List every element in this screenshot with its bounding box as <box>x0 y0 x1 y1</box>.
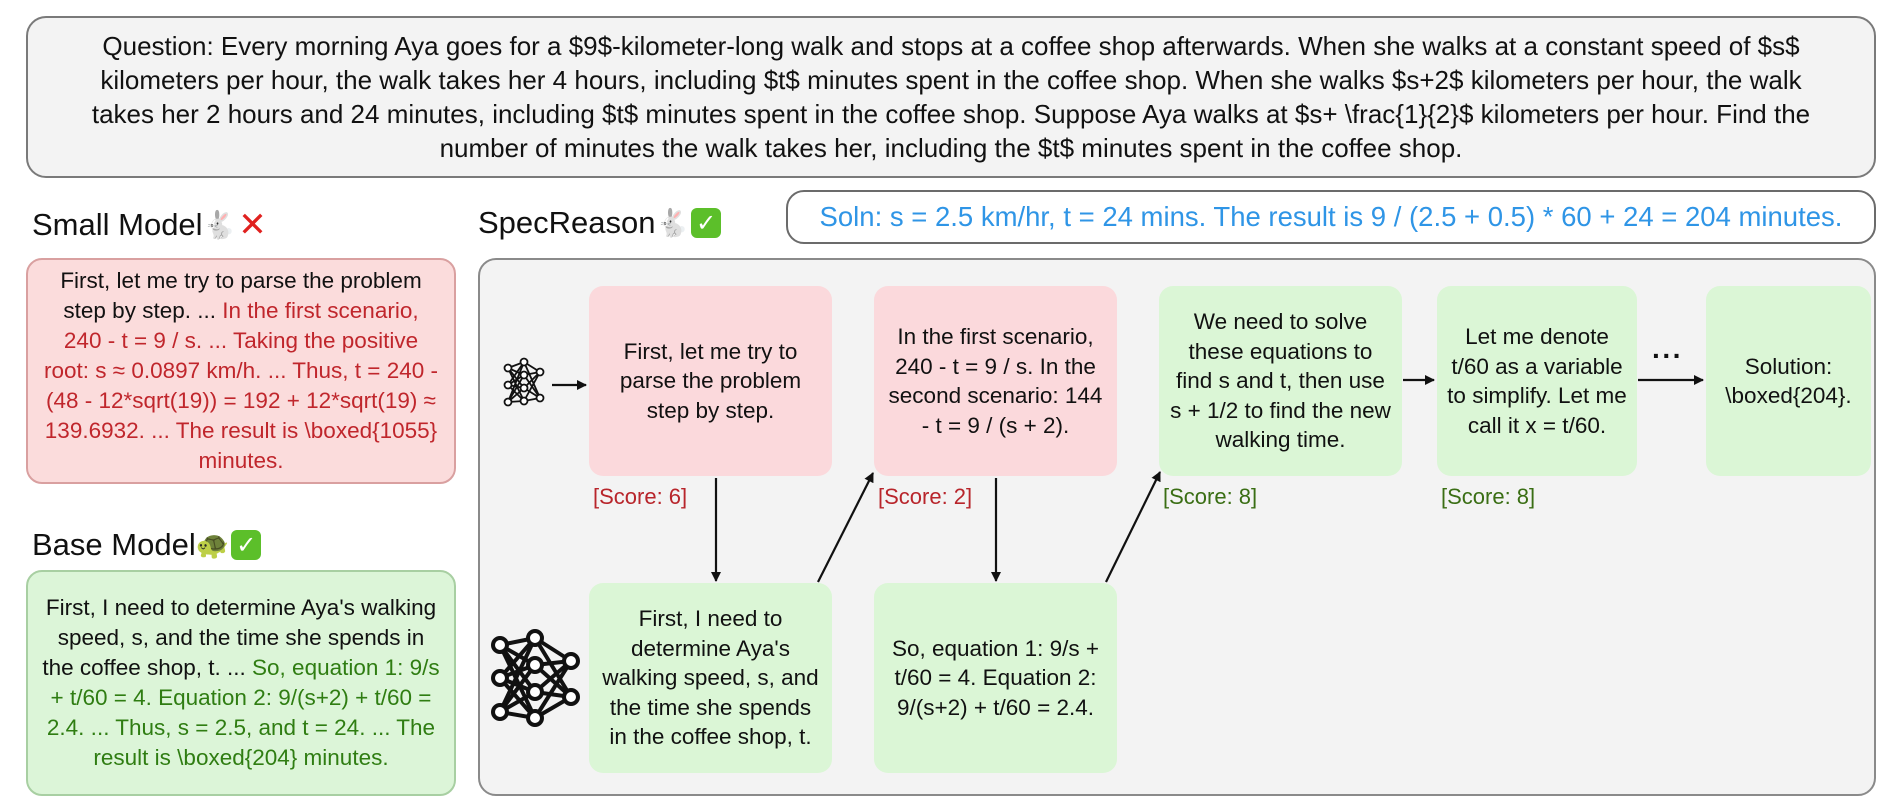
step-text: First, let me try to parse the problem step by step. <box>619 338 802 423</box>
score-label: [Score: 6] <box>593 484 688 509</box>
arrow-base2-to-step3 <box>1106 472 1160 582</box>
step-text: In the first scenario, 240 - t = 9 / s. In the second scenario: 144 - t = 9 / (s + 2). <box>888 324 1103 438</box>
base-model-plain: First, I need to determine Aya's walking speed, s, and the time she spends in the coffee shop, t. ... <box>42 595 437 680</box>
question-text: Question: Every morning Aya goes for a $9$-kilometer-long walk and stops at a coffee shop afterwards. When she walks at a constant speed of $s$ kilometers per hour, the walk takes her 4 hours, including $t$ minutes spent in the coffee shop. When she walks $s+2$ kilometers per hour, the walk takes her 2 hours and 24 minutes, including $t$ minutes spent in the coffee shop. Suppose Aya walks at $s+ \frac{1}{2}$ kilometers per hour. Find the number of minutes the walk takes her, including the $t$ minutes spent in the coffee shop. <box>91 31 1811 163</box>
step-text: First, I need to determine Aya's walking speed, s, and the time she spends in the coffee shop, t. <box>602 606 819 750</box>
score-label: [Score: 2] <box>878 484 973 509</box>
base-model-highlight: So, equation 1: 9/s + t/60 = 4. Equation 2: 9/(s+2) + t/60 = 2.4. ... Thus, s = 2.5, and t = 24. ... The result is \boxed{204} minutes. <box>46 655 440 770</box>
small-network-icon <box>505 359 544 406</box>
ellipsis: ··· <box>1652 340 1683 371</box>
arrow-base1-to-step2 <box>818 473 873 582</box>
score-label: [Score: 8] <box>1441 484 1536 509</box>
check-icon: ✓ <box>691 208 721 238</box>
step-text: So, equation 1: 9/s + t/60 = 4. Equation 2: 9/(s+2) + t/60 = 2.4. <box>891 635 1100 720</box>
turtle-icon: 🐢 <box>195 530 230 561</box>
rabbit-icon: 🐇 <box>202 210 237 241</box>
small-model-title: Small Model <box>32 207 203 242</box>
large-network-icon <box>493 631 578 725</box>
step-text: Let me denote t/60 as a variable to simplify. Let me call it x = t/60. <box>1447 324 1627 438</box>
step-text: We need to solve these equations to find s and t, then use s + 1/2 to find the new walking time. <box>1170 309 1391 453</box>
base-model-title: Base Model <box>32 527 196 562</box>
check-icon: ✓ <box>231 530 261 560</box>
rabbit-icon: 🐇 <box>655 208 690 239</box>
score-label: [Score: 8] <box>1163 484 1258 509</box>
step-text: Solution: \boxed{204}. <box>1725 353 1852 408</box>
cross-icon: ✕ <box>238 205 267 245</box>
small-model-highlight: In the first scenario, 240 - t = 9 / s. ... Taking the positive root: s ≈ 0.0897 km/h. ... Thus, t = 240 - (48 - 12*sqrt(19)) = 192 + 12*sqrt(19) ≈ 139.6932. ... The result is \boxed{1055} minutes. <box>43 298 438 473</box>
small-model-plain: First, let me try to parse the problem step by step. ... <box>60 268 422 323</box>
solution-text: Soln: s = 2.5 km/hr, t = 24 mins. The result is 9 / (2.5 + 0.5) * 60 + 24 = 204 minutes. <box>819 201 1843 232</box>
specreason-title: SpecReason <box>478 205 656 240</box>
